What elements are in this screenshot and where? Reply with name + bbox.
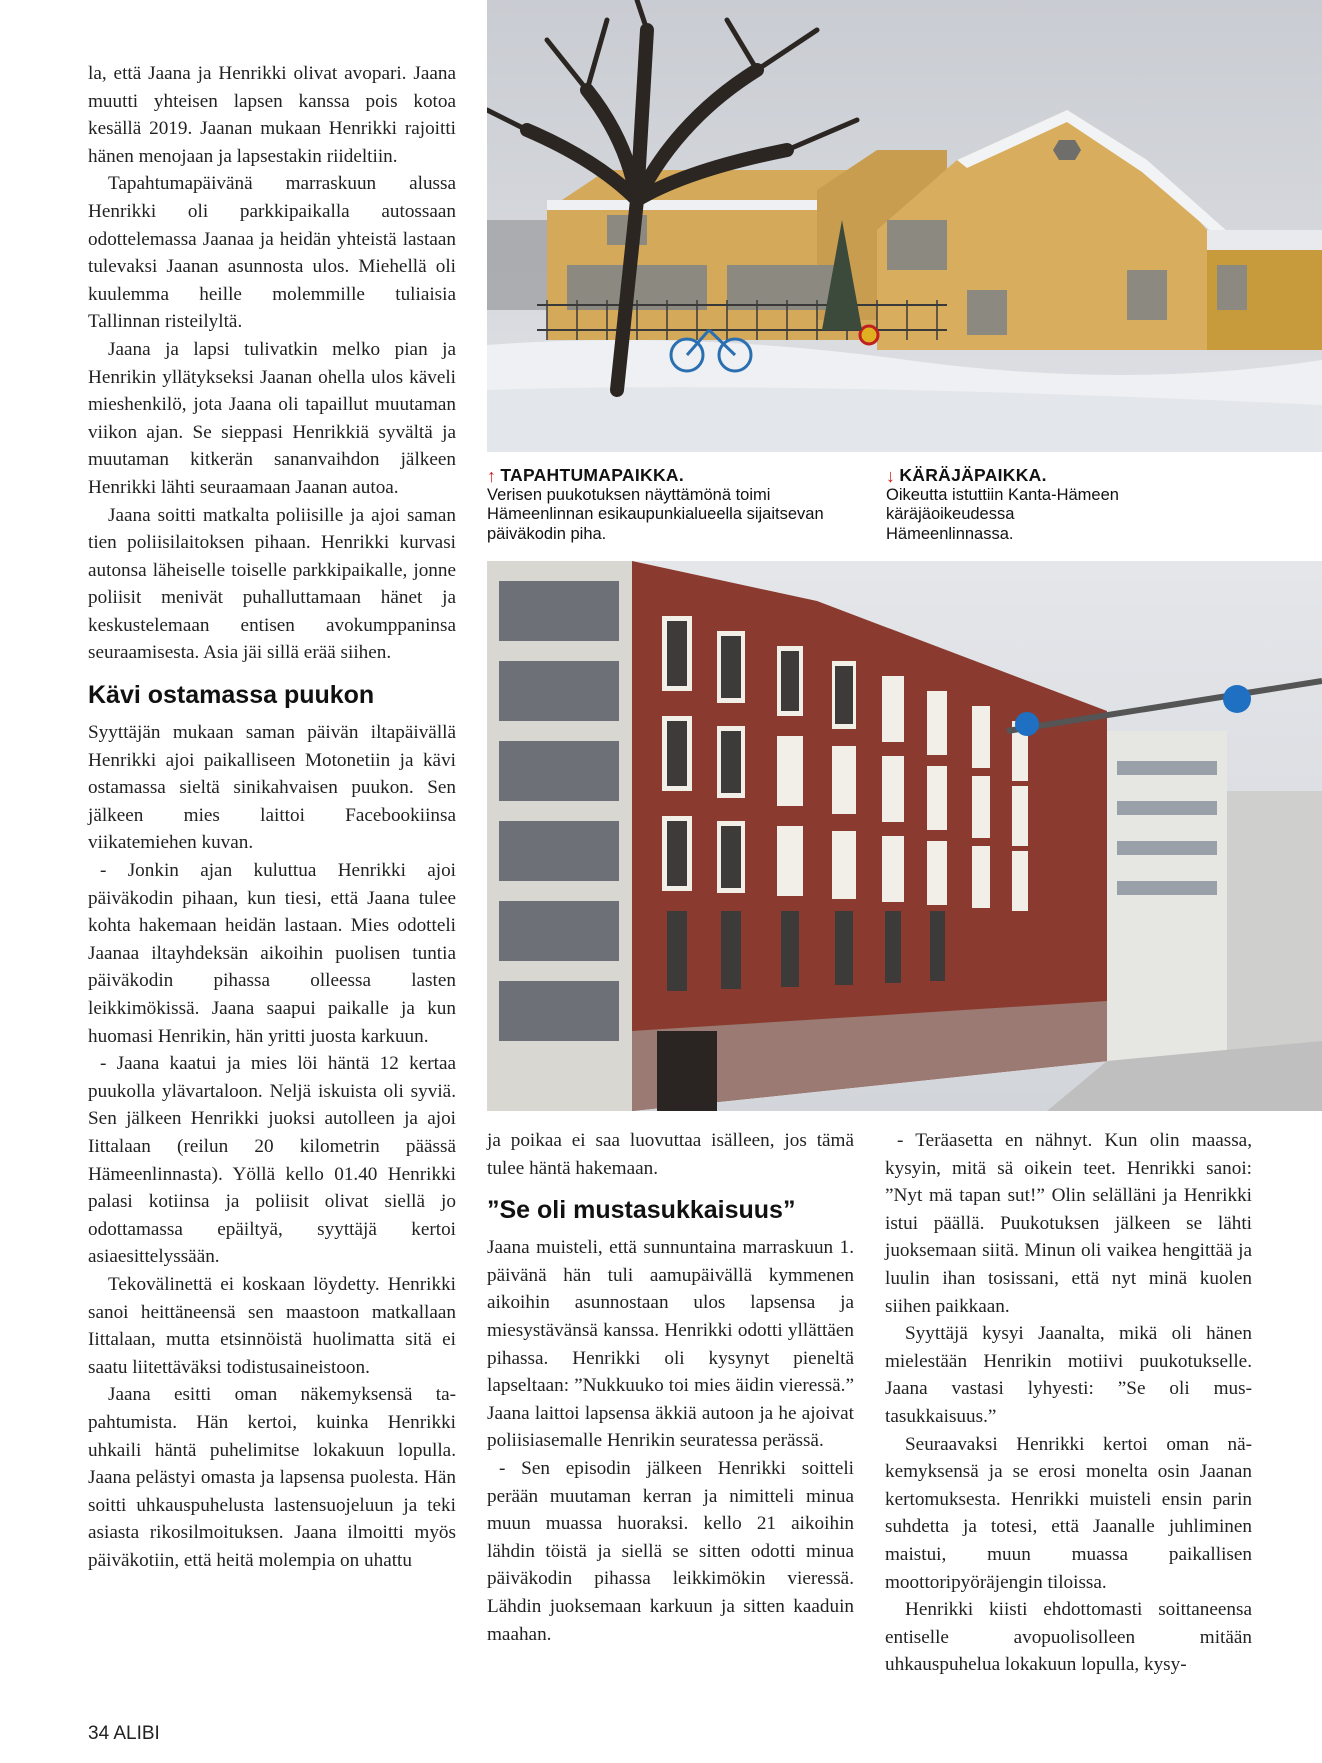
- caption-title: KÄRÄJÄPAIKKA.: [899, 465, 1047, 485]
- paragraph: ja poikaa ei saa luovuttaa isälleen, jos tämä tulee häntä hakemaan.: [487, 1130, 854, 1179]
- paragraph: - Jaana kaatui ja mies löi häntä 12 kertaa puukolla ylävartaloon. Neljä iskuista oli syviä. Sen jälkeen Henrikki juoksi autolleen ja ajoi Iittalaan (reilun 20 kilometrin päässä Hämeenlinnasta). Yöllä kello 01.40 Henrikki palasi kotiinsa ja poliisit olivat siellä jo odottamassa epäiltyä, syyttäjä kertoi asiaesittelyssään.: [88, 1053, 456, 1268]
- caption-text: Oikeutta istuttiin Kanta-Hämeen käräjäoikeudessa Hämeenlinnassa.: [886, 485, 1119, 543]
- right-column: [885, 1127, 1252, 1679]
- caption-title: TAPAHTUMAPAIKKA.: [500, 465, 684, 485]
- paragraph: - Teräasetta en nähnyt. Kun olin maassa, kysyin, mitä sä oikein teet. Henrikki sanoi: ”Nyt mä tapan sut!” Olin selälläni ja Henrikki istui päällä. Puukotuksen jälkeen se lähti juoksemaan siitä. Minun oli vaikea hengittää ja luulin ihan tosissani, että nyt minä kuolen siihen paikkaan.: [885, 1130, 1252, 1317]
- left-column: [88, 60, 456, 1574]
- paragraph: Tekovälinettä ei koskaan löydetty. Henrikki sanoi heittäneensä sen maastoon matkallaan Iittalaan, mutta etsinnöistä huolimatta sitä ei saatu liitettäväksi todistusaineistoon.: [88, 1273, 456, 1378]
- section-heading: ”Se oli mustasukkaisuus”: [487, 1196, 796, 1225]
- paragraph: Jaana muisteli, että sunnuntaina marraskuun 1. päivänä hän tuli aamupäivällä kymmenen aikoihin asunnostaan ulos lapsensa ja miesystävänsä kanssa. Henrikki odotti yllättäen pihassa. Henrikki oli kysynyt pieneltä lapseltaan: ”Nukkuuko toi mies äidin vieressä.” Jaana laittoi lapsensa äkkiä autoon ja he ajoivat poliisiasemalle Henrikin seuratessa perässä.: [487, 1237, 854, 1452]
- section-heading: Kävi ostamassa puukon: [88, 681, 375, 710]
- paragraph: Syyttäjä kysyi Jaanalta, mikä oli hänen mielestään Henrikin motiivi puukotukselle. Jaana vastasi lyhyesti: ”Se oli mustasukkaisuus.”: [885, 1323, 1252, 1427]
- paragraph: Tapahtumapäivänä marraskuun alussa Henrikki oli parkkipaikalla autossaan odottelemassa Jaanaa ja heidän yhteistä lastaan tulevaksi Jaanan asunnosta ulos. Miehellä oli kuulemma heille molemmille tuliaisia Tallinnan risteilyltä.: [88, 173, 456, 333]
- paragraph: Jaana soitti matkalta poliisille ja ajoi saman tien poliisilaitoksen pihaan. Henrikki kurvasi autonsa läheiselle toiselle parkkipaikalle, jonne poliisit menivät puhalluttamaan hänet ja keskustelemaan entisen avokumppaninsa seuraamisesta. Asia jäi sillä erää siihen.: [88, 504, 456, 664]
- daycare-photo: [487, 0, 1322, 452]
- courthouse-photo: [487, 561, 1322, 1111]
- paragraph: Seuraavaksi Henrikki kertoi oman näkemyksensä ja se erosi monelta osin Jaanan kertomuksesta. Henrikki muisteli ensin parin suhdetta ja totesi, että Jaanalle juhliminen maistui, muun muassa paikallisen moottoripyöräjengin tiloissa.: [885, 1433, 1252, 1593]
- paragraph: Syyttäjän mukaan saman päivän iltapäivällä Henrikki ajoi paikalliseen Motonetiin ja kävi ostamassa sieltä sinikahvaisen puukon. Sen jälkeen mies laittoi Facebookiinsa viikatemiehen kuvan.: [88, 722, 456, 854]
- paragraph: - Jonkin ajan kuluttua Henrikki ajoi päiväkodin pihaan, kun tiesi, että Jaana tulee kohta hakemaan heidän lastaan. Mies odotteli Jaanaa iltayhdeksän aikoihin puolisen tuntia päiväkodin pihassa olleessa lasten leikkimökissä. Jaana saapui paikalle ja kun huomasi Henrikin, hän yritti juosta karkuun.: [88, 860, 456, 1047]
- paragraph: - Sen episodin jälkeen Henrikki soitteli perään muutaman kerran ja nimitteli minua muun muassa huoraksi. kello 21 aikoihin lähdin töistä ja siellä se sitten odotti minua päiväkodin pihassa leikkimökin vieressä. Lähdin juoksemaan karkuun ja sitten kaaduin maahan.: [487, 1457, 854, 1645]
- caption-bottom: [886, 466, 1136, 544]
- paragraph: Jaana ja lapsi tulivatkin melko pian ja Henrikin yllätykseksi Jaanan ohella ulos käveli mieshenkilö, jota Jaana oli tapaillut muutaman viikon ajan. Se sieppasi Henrikkiä syvältä ja muutaman kitkerän sananvaihdon jälkeen Henrikki lähti seuraamaan Jaanan autoa.: [88, 338, 456, 498]
- caption-text: Verisen puukotuksen näyttämönä toimi Hämeenlinnan esikaupunkialueella sijaitsevan päiväkodin piha.: [487, 485, 824, 543]
- page-number: 34 ALIBI: [88, 1723, 160, 1744]
- paragraph: Henrikki kiisti ehdottomasti soittaneensa entiselle avopuolisolleen mitään uhkauspuhelua lokakuun lopulla, kysy-: [885, 1599, 1252, 1676]
- arrow-up-icon: ↑: [487, 465, 497, 486]
- paragraph: la, että Jaana ja Henrikki olivat avopari. Jaana muutti yhteisen lapsen kanssa pois kotoa kesällä 2019. Jaanan mukaan Henrikki rajoitti hänen menojaan ja lapsestakin riideltiin.: [88, 63, 456, 167]
- arrow-down-icon: ↓: [886, 465, 896, 486]
- caption-top: [487, 466, 847, 544]
- paragraph: Jaana esitti oman näkemyksensä tapahtumista. Hän kertoi, kuinka Henrikki uhkaili häntä puhelimitse lokakuun lopulla. Jaana pelästyi omasta ja lapsensa puolesta. Hän soitti uhkauspuhelusta lastensuojeluun ja teki asiasta rikosilmoituksen. Jaana ilmoitti myös päiväkotiin, että heitä molempia on uhattu: [88, 1384, 456, 1571]
- middle-column: [487, 1127, 854, 1648]
